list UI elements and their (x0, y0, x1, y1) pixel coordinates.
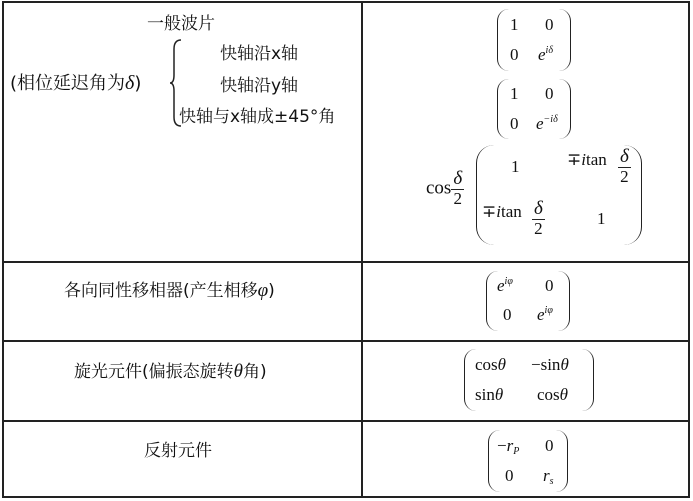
matrix-cell: 0 (510, 45, 519, 64)
item-fast-axis-x: 快轴沿x轴 (220, 44, 299, 64)
matrix-cell: 0 (510, 114, 519, 133)
matrix-rotator (464, 349, 594, 411)
matrix-cell: $-r_P$ (497, 436, 520, 457)
group-prefix: (相位延迟角为 (10, 73, 126, 94)
matrix-fast-axis-y (497, 79, 571, 139)
matrix-reflector (488, 430, 568, 492)
matrix-cell: $e^{i\varphi}$ (497, 276, 513, 295)
row1-label: 一般波片 (147, 14, 215, 34)
frac-delta-over-2: $\frac{\delta}{2}$ (534, 198, 543, 238)
matrix-cell: ∓itan (567, 150, 607, 170)
matrix-cell: cosθ (537, 385, 569, 404)
row3-label: 旋光元件(偏振态旋转θ角) (74, 361, 267, 382)
matrix-cell: 0 (545, 276, 554, 295)
matrix-cell: $e^{-i\delta}$ (536, 114, 558, 133)
jones-matrix-table (2, 1, 690, 498)
row4-label: 反射元件 (144, 441, 212, 461)
matrix-cell: $e^{i\delta}$ (538, 45, 553, 64)
matrix-cell: 1 (510, 15, 519, 34)
row-divider (4, 420, 688, 422)
matrix-phase-shifter (486, 271, 570, 331)
frac-delta-over-2: $\frac{\delta}{2}$ (620, 146, 629, 186)
delta-symbol: δ (125, 72, 135, 94)
matrix-cell: $r_s$ (543, 466, 554, 487)
row-divider (4, 261, 688, 263)
matrix-cell: 0 (545, 436, 554, 455)
column-divider (361, 3, 363, 496)
group-suffix: ) (134, 73, 142, 94)
matrix-cell: 0 (503, 305, 512, 324)
matrix-cell: 0 (545, 15, 554, 34)
item-fast-axis-45: 快轴与x轴成±45°角 (179, 107, 336, 127)
matrix-45-prefix: cos $\frac{\delta}{2}$ (426, 168, 463, 208)
matrix-cell: 0 (545, 84, 554, 103)
matrix-cell: ∓itan (482, 202, 522, 222)
row2-label: 各向同性移相器(产生相移φ) (64, 280, 275, 301)
row-divider (4, 340, 688, 342)
matrix-cell: 1 (511, 157, 520, 176)
matrix-cell: 0 (505, 466, 514, 485)
matrix-cell: sinθ (475, 385, 504, 404)
matrix-cell: −sinθ (531, 355, 569, 374)
item-fast-axis-y: 快轴沿y轴 (220, 76, 299, 96)
matrix-cell: 1 (510, 84, 519, 103)
row1-group-label (10, 69, 141, 95)
matrix-cell: $e^{i\varphi}$ (537, 305, 553, 324)
matrix-cell: cosθ (475, 355, 507, 374)
matrix-cell: 1 (597, 209, 606, 228)
matrix-fast-axis-x (497, 9, 571, 71)
